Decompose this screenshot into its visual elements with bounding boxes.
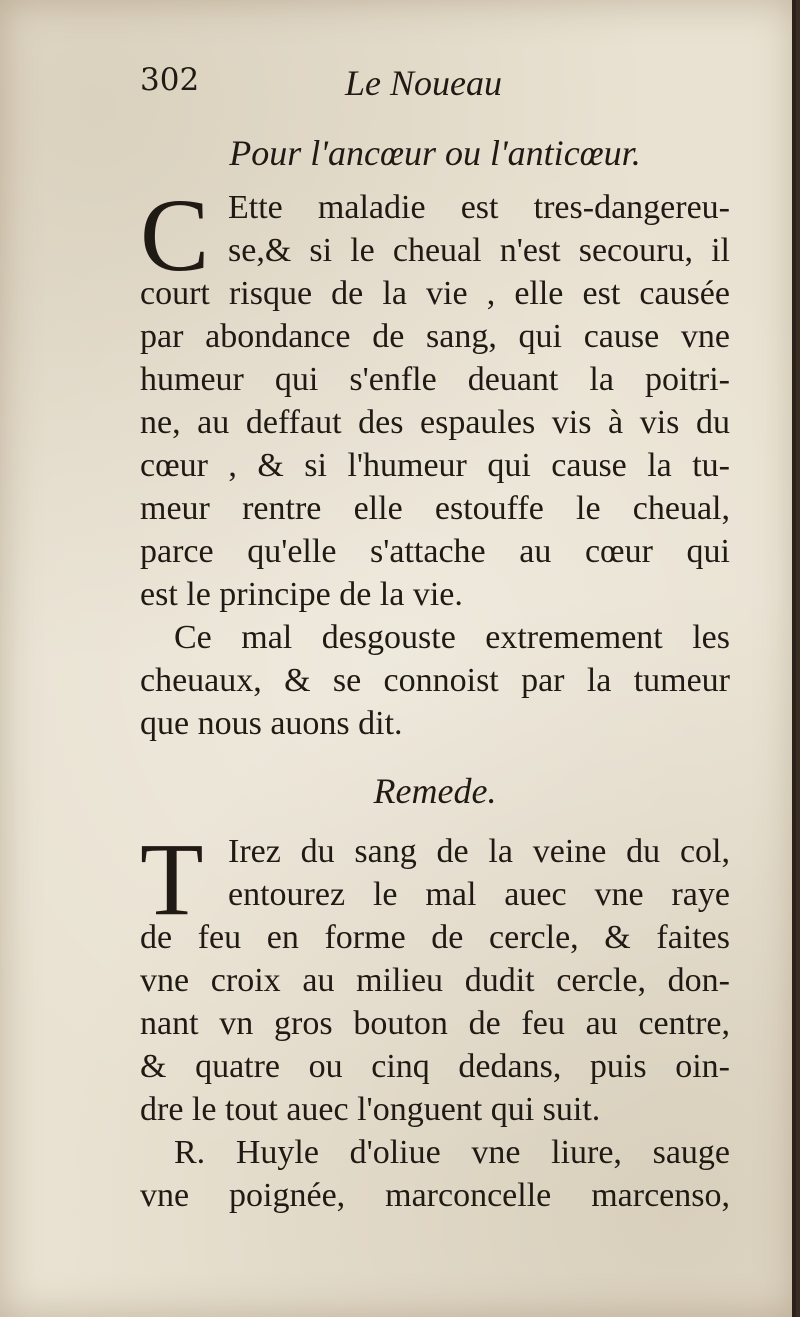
text-line: meur rentre elle estouffe le cheual, xyxy=(140,490,730,527)
page-number: 302 xyxy=(140,62,200,98)
text-line: vne poignée, marconcelle marcenso, xyxy=(140,1177,730,1214)
text-line: de feu en forme de cercle, & faites xyxy=(140,919,730,956)
text-line: & quatre ou cinq dedans, puis oin- xyxy=(140,1048,730,1085)
text-line: nant vn gros bouton de feu au centre, xyxy=(140,1005,730,1042)
text-line: se,& si le cheual n'est secouru, il xyxy=(228,232,730,269)
text-line: cœur , & si l'humeur qui cause la tu- xyxy=(140,447,730,484)
text-line: que nous auons dit. xyxy=(140,705,403,742)
text-line: cheuaux, & se connoist par la tumeur xyxy=(140,662,730,699)
section2-paragraph2 xyxy=(140,1131,730,1217)
text-line: Ette maladie est tres-dangereu- xyxy=(228,189,730,226)
running-head: Le Noueau xyxy=(345,63,502,103)
text-line: est le principe de la vie. xyxy=(140,576,463,613)
page-edge xyxy=(792,0,796,1317)
page-header xyxy=(140,62,740,112)
section-title-ancoeur: Pour l'ancœur ou l'anticœur. xyxy=(229,133,641,173)
text-line: dre le tout auec l'onguent qui suit. xyxy=(140,1091,601,1128)
drop-cap-t: T xyxy=(140,822,204,937)
text-line: humeur qui s'enfle deuant la poitri- xyxy=(140,361,730,398)
text-line: par abondance de sang, qui cause vne xyxy=(140,318,730,355)
text-line: parce qu'elle s'attache au cœur qui xyxy=(140,533,730,570)
section-title-remede: Remede. xyxy=(373,771,497,811)
text-line: vne croix au milieu dudit cercle, don- xyxy=(140,962,730,999)
text-line: entourez le mal auec vne raye xyxy=(228,876,730,913)
section2-paragraph1 xyxy=(140,822,730,1131)
text-line: Ce mal desgouste extremement les xyxy=(174,619,730,656)
text-line: ne, au deffaut des espaules vis à vis du xyxy=(140,404,730,441)
drop-cap-c: C xyxy=(140,178,210,293)
section1-paragraph1 xyxy=(140,178,730,616)
text-line: R. Huyle d'oliue vne liure, sauge xyxy=(174,1134,730,1171)
section1-paragraph2 xyxy=(140,616,730,745)
text-line: court risque de la vie , elle est causée xyxy=(140,275,730,312)
text-line: Irez du sang de la veine du col, xyxy=(228,833,730,870)
